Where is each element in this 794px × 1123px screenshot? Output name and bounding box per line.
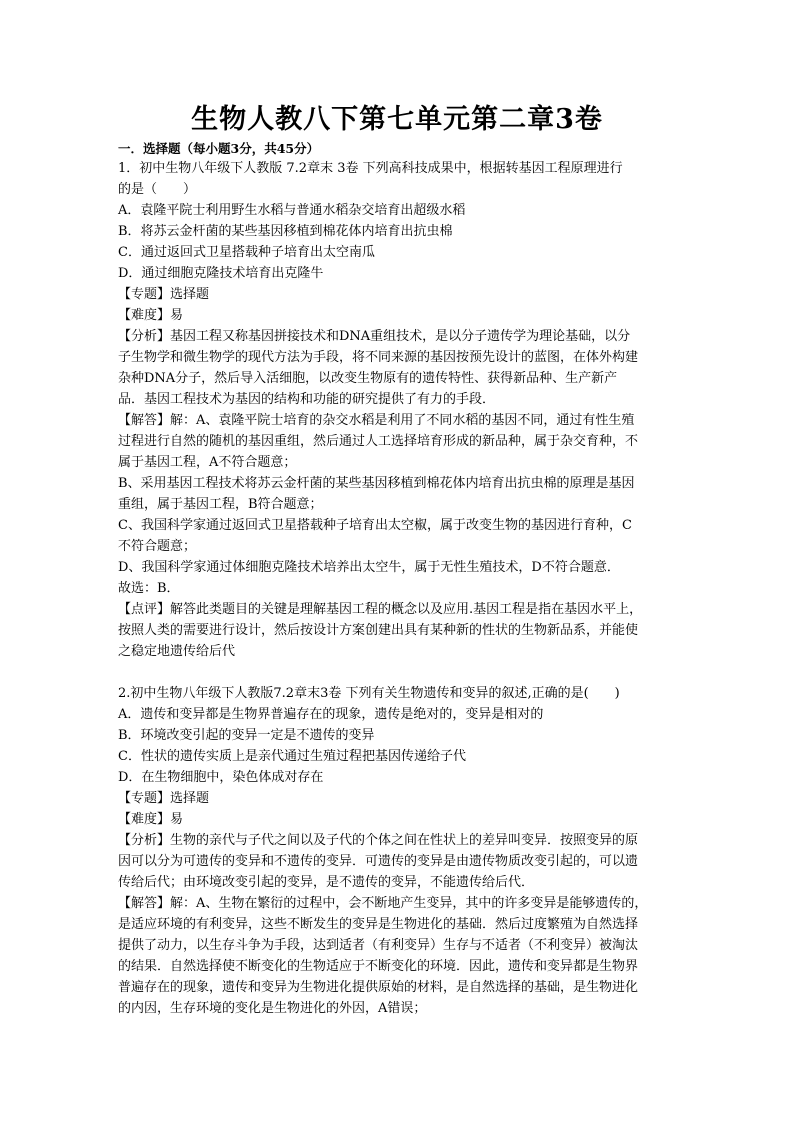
q1-comment-line: 【点评】解答此类题目的关键是理解基因工程的概念以及应用.基因工程是指在基因水平上， (118, 602, 643, 617)
q2-option-d: D．在生物细胞中，染色体成对存在 (118, 770, 324, 785)
q2-answer-line: 普遍存在的现象，遗传和变异为生物进化提供原始的材料，是自然选择的基础，是生物进化 (118, 980, 639, 995)
q2-answer-line: 是适应环境的有利变异，这些不断发生的变异是生物进化的基础．然后过度繁殖为自然选择 (118, 917, 639, 932)
q1-analysis-line: 【分析】基因工程又称基因拼接技术和DNA重组技术，是以分子遗传学为理论基础，以分 (118, 329, 631, 344)
q1-answer-line: 重组，属于基因工程，B符合题意； (118, 497, 323, 512)
q1-stem: 1．初中生物八年级下人教版 7.2章末 3卷 下列高科技成果中，根据转基因工程原理进行 (118, 161, 623, 176)
q2-option-b: B．环境改变引起的变异一定是不遗传的变异 (118, 728, 375, 743)
q2-topic: 【专题】选择题 (118, 791, 210, 806)
q2-analysis-line: 因可以分为可遗传的变异和不遗传的变异．可遗传的变异是由遗传物质改变引起的，可以遗 (118, 854, 639, 869)
q1-answer-line: 属于基因工程，A不符合题意； (118, 455, 297, 470)
q1-analysis-line: 杂种DNA分子，然后导入活细胞，以改变生物原有的遗传特性、获得新品种、生产新产 (118, 371, 618, 386)
q1-option-c: C．通过返回式卫星搭载种子培育出太空南瓜 (118, 245, 375, 260)
q1-difficulty: 【难度】易 (118, 308, 184, 323)
q2-answer-line: 的结果．自然选择使不断变化的生物适应于不断变化的环境．因此，遗传和变异都是生物界 (118, 959, 639, 974)
q1-answer-line: C、我国科学家通过返回式卫星搭载种子培育出太空椒，属于改变生物的基因进行育种，C (118, 518, 632, 533)
q1-answer-line: 【解答】解：A、袁隆平院士培育的杂交水稻是利用了不同水稻的基因不同，通过有性生殖 (118, 413, 635, 428)
q1-comment-line: 按照人类的需要进行设计，然后按设计方案创建出具有某种新的性状的生物新品系，并能使 (118, 623, 639, 638)
q1-option-a: A．袁隆平院士利用野生水稻与普通水稻杂交培育出超级水稻 (118, 203, 466, 218)
q1-option-b: B．将苏云金杆菌的某些基因移植到棉花体内培育出抗虫棉 (118, 224, 453, 239)
q2-answer-line: 的内因，生存环境的变化是生物进化的外因，A错误； (118, 1001, 427, 1016)
q2-stem: 2.初中生物八年级下人教版7.2章末3卷 下列有关生物遗传和变异的叙述,正确的是( ) (118, 686, 620, 701)
q1-answer-line: 不符合题意； (118, 539, 197, 554)
q1-option-d: D．通过细胞克隆技术培育出克隆牛 (118, 266, 324, 281)
q1-answer-line: 过程进行自然的随机的基因重组，然后通过人工选择培育形成的新品种，属于杂交育种，不 (118, 434, 639, 449)
q1-analysis-line: 子生物学和微生物学的现代方法为手段，将不同来源的基因按预先设计的蓝图，在体外构建 (118, 350, 639, 365)
q2-option-a: A．遗传和变异都是生物界普遍存在的现象，遗传是绝对的，变异是相对的 (118, 707, 544, 722)
q1-stem-cont: 的是（ ） (118, 182, 197, 197)
q2-analysis-line: 传给后代；由环境改变引起的变异，是不遗传的变异，不能遗传给后代． (118, 875, 535, 890)
q2-analysis-line: 【分析】生物的亲代与子代之间以及子代的个体之间在性状上的差异叫变异．按照变异的原 (118, 833, 639, 848)
q2-answer-line: 【解答】解：A、生物在繁衍的过程中，会不断地产生变异，其中的许多变异是能够遗传的， (118, 896, 648, 911)
q2-difficulty: 【难度】易 (118, 812, 184, 827)
q1-answer-line: B、采用基因工程技术将苏云金杆菌的某些基因移植到棉花体内培育出抗虫棉的原理是基因 (118, 476, 635, 491)
q1-answer-line: D、我国科学家通过体细胞克隆技术培养出太空牛，属于无性生殖技术，D不符合题意． (118, 560, 620, 575)
q1-comment-line: 之稳定地遗传给后代 (118, 644, 236, 659)
q2-answer-line: 提供了动力，以生存斗争为手段，达到适者（有利变异）生存与不适者（不利变异）被淘汰 (118, 938, 639, 953)
page-title: 生物人教八下第七单元第二章3卷 (191, 104, 603, 135)
q1-answer-choice: 故选：B． (118, 581, 180, 596)
q1-analysis-line: 品．基因工程技术为基因的结构和功能的研究提供了有力的手段． (118, 392, 496, 407)
section-heading: 一．选择题（每小题3分，共45分） (118, 141, 320, 156)
q2-option-c: C．性状的遗传实质上是亲代通过生殖过程把基因传递给子代 (118, 749, 466, 764)
q1-topic: 【专题】选择题 (118, 287, 210, 302)
